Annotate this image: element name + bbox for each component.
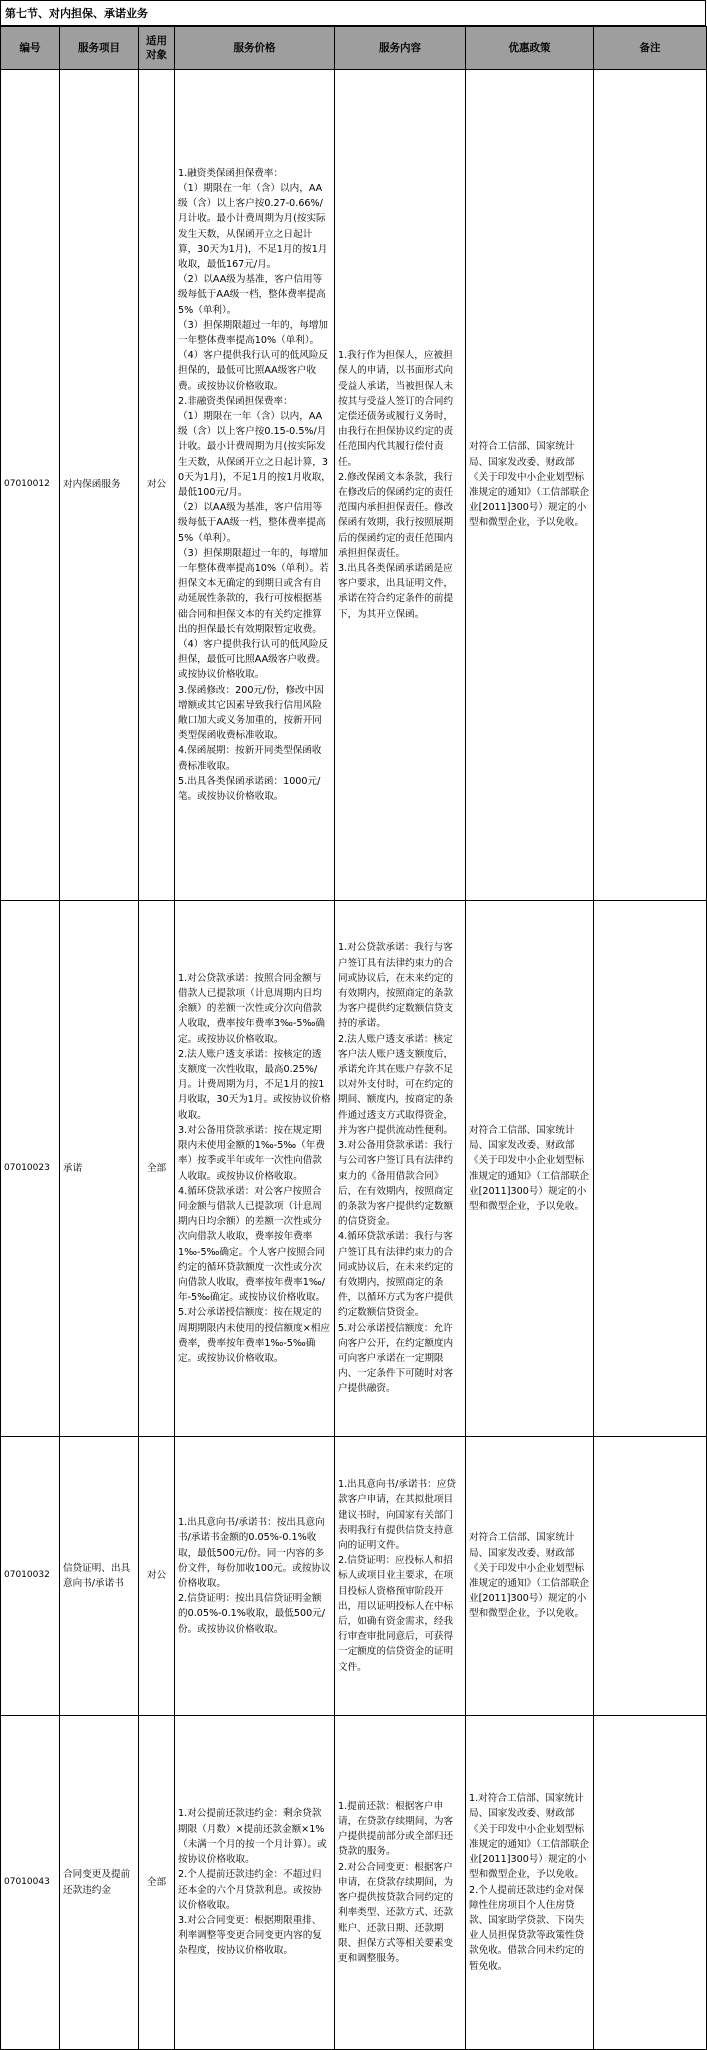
header-policy: 优惠政策 bbox=[466, 27, 594, 70]
cell-target: 对公 bbox=[139, 1437, 175, 1716]
cell-price: 1.对公贷款承诺：按照合同金额与借款人已提款项（计息周期内日均余额）的差额一次性或分次向借款人收取，费率按年费率3‰-5‰确定。或按协议价格收取。 2.法人账户透支承诺：按核定的透支额度一次性收取，最高0.25%/月。计费周期为月，不足1月的按1月收取，30天为1月。或按协议价格收取。 3.对公备用贷款承诺：按在规定期限内未使用金额的1‰-5‰（年费率）按季或半年或年一次性向借款人收取。或按协议价格收取。 4.循环贷款承诺：对公客户按照合同金额与借款人已提款项（计息周期内日均余额）的差额一次性或分次向借款人收取，费率按年费率1‰-5‰确定。个人客户按照合同约定的循环贷款额度一次性或分次向借款人收取，费率按年费率1‰/年-5‰确定。或按协议价格收取。 5.对公承诺授信额度：按在规定的周期期限内未使用的授信额度×相应费率，费率按年费率1‰-5‰确定。或按协议价格收取。 bbox=[175, 901, 335, 1437]
table-row bbox=[1, 1716, 707, 2050]
cell-price: 1.融资类保函担保费率： （1）期限在一年（含）以内，AA级（含）以上客户按0.27-0.66%/月计收。最小计费周期为月(按实际发生天数，从保函开立之日起计算，30天为1月)，不足1月的按1月收取，最低167元/月。 （2）以AA级为基准，客户信用等级每低于AA级一档，整体费率提高5%（单利）。 （3）担保期限超过一年的，每增加一年整体费率提高10%（单利）。（4）客户提供我行认可的低风险反担保的，最低可比照AA级客户收费。或按协议价格收取。 2.非融资类保函担保费率： （1）期限在一年（含）以内，AA级（含）以上客户按0.15-0.5%/月计收。最小计费周期为月(按实际发生天数，从保函开立之日起计算，30天为1月)，不足1月的按1月收取，最低100元/月。 （2）以AA级为基准，客户信用等级每低于AA级一档，整体费率提高5%（单利）。 （3）担保期限超过一年的，每增加一年整体费率提高10%（单利）。若担保文本无确定的到期日或含有自动延展性条款的，我行可按根据基础合同和担保文本的有关约定推算出的担保最长有效期限暂定收费。（4）客户提供我行认可的低风险反担保，最低可比照AA级客户收费。 或按协议价格收取。 3.保函修改：200元/份，修改中因增额或其它因素导致我行信用风险敞口加大或义务加重的，按新开同类型保函收费标准收取。 4.保函展期：按新开同类型保函收费标准收取。 5.出具各类保函承诺函：1000元/笔。或按协议价格收取。 bbox=[175, 70, 335, 901]
table-row bbox=[1, 901, 707, 1437]
cell-policy: 对符合工信部、国家统计局、国家发改委、财政部《关于印发中小企业划型标准规定的通知》（工信部联企业[2011]300号）规定的小型和微型企业，予以免收。 bbox=[466, 1437, 594, 1716]
cell-item: 合同变更及提前还款违约金 bbox=[60, 1716, 139, 2050]
header-content: 服务内容 bbox=[335, 27, 466, 70]
header-target: 适用对象 bbox=[139, 27, 175, 70]
cell-price: 1.出具意向书/承诺书：按出具意向书/承诺书金额的0.05%-0.1%收取，最低500元/份。同一内容的多份文件，每份加收100元。或按协议价格收取。 2.信贷证明：按出具信贷证明金额的0.05%-0.1%收取，最低500元/份。或按协议价格收取。 bbox=[175, 1437, 335, 1716]
cell-note bbox=[594, 70, 707, 901]
cell-code: 07010032 bbox=[1, 1437, 60, 1716]
table-row bbox=[1, 70, 707, 901]
cell-target: 全部 bbox=[139, 1716, 175, 2050]
cell-target: 全部 bbox=[139, 901, 175, 1437]
cell-note bbox=[594, 1437, 707, 1716]
section-title: 第七节、对内担保、承诺业务 bbox=[0, 0, 706, 26]
cell-note bbox=[594, 1716, 707, 2050]
cell-price: 1.对公提前还款违约金：剩余贷款期限（月数）×提前还款金额×1%（未满一个月的按一个月计算）。或按协议价格收取。 2.个人提前还款违约金：不超过归还本金的六个月贷款利息。或按协议价格收取。 3.对公合同变更：根据期限重排、利率调整等变更合同变更内容的复杂程度，按协议价格收取。 bbox=[175, 1716, 335, 2050]
header-price: 服务价格 bbox=[175, 27, 335, 70]
cell-item: 承诺 bbox=[60, 901, 139, 1437]
table-row bbox=[1, 1437, 707, 1716]
cell-policy: 对符合工信部、国家统计局、国家发改委、财政部《关于印发中小企业划型标准规定的通知》（工信部联企业[2011]300号）规定的小型和微型企业，予以免收。 bbox=[466, 901, 594, 1437]
cell-item: 对内保函服务 bbox=[60, 70, 139, 901]
header-note: 备注 bbox=[594, 27, 707, 70]
cell-item: 信贷证明、出具意向书/承诺书 bbox=[60, 1437, 139, 1716]
cell-target: 对公 bbox=[139, 70, 175, 901]
table-header-row bbox=[1, 27, 707, 70]
cell-code: 07010012 bbox=[1, 70, 60, 901]
cell-policy: 对符合工信部、国家统计局、国家发改委、财政部《关于印发中小企业划型标准规定的通知》（工信部联企业[2011]300号）规定的小型和微型企业，予以免收。 bbox=[466, 70, 594, 901]
cell-policy: 1.对符合工信部、国家统计局、国家发改委、财政部《关于印发中小企业划型标准规定的通知》（工信部联企业[2011]300号）规定的小型和微型企业，予以免收。 2.个人提前还款违约金对保障性住房项目个人住房贷款、国家助学贷款、下岗失业人员担保贷款等政策性贷款免收。借款合同未约定的暂免收。 bbox=[466, 1716, 594, 2050]
cell-code: 07010043 bbox=[1, 1716, 60, 2050]
cell-note bbox=[594, 901, 707, 1437]
cell-content: 1.提前还款：根据客户申请，在贷款存续期间，为客户提供提前部分或全部归还贷款的服务。 2.对公合同变更：根据客户申请，在贷款存续期间，为客户提供按贷款合同约定的利率类型、还款方式、还款账户、还款日期、还款期限、担保方式等相关要素变更和调整服务。 bbox=[335, 1716, 466, 2050]
cell-content: 1.对公贷款承诺：我行与客户签订具有法律约束力的合同或协议后，在未来约定的有效期内，按照商定的条款为客户提供约定数额信贷支持的承诺。 2.法人账户透支承诺：核定客户法人账户透支额度后，承诺允许其在账户存款不足以对外支付时，可在约定的期间、额度内，按商定的条件通过透支方式取得资金，并为客户提供流动性便利。 3.对公备用贷款承诺：我行与公司客户签订具有法律约束力的《备用借款合同》后，在有效期内，按照商定的条款为客户提供约定数额的信贷资金。 4.循环贷款承诺：我行与客户签订具有法律约束力的合同或协议后，在未来约定的有效期内，按照商定的条件，以循环方式为客户提供约定数额信贷资金。 5.对公承诺授信额度：允许向客户公开，在约定额度内可向客户承诺在一定期限内、一定条件下可随时对客户提供融资。 bbox=[335, 901, 466, 1437]
header-code: 编号 bbox=[1, 27, 60, 70]
cell-code: 07010023 bbox=[1, 901, 60, 1437]
fee-table bbox=[0, 26, 707, 2050]
cell-content: 1.出具意向书/承诺书：应贷款客户申请，在其拟批项目建议书时，向国家有关部门表明我行有提供信贷支持意向的证明文件。 2.信贷证明：应投标人和招标人或项目业主要求，在项目投标人资格预审阶段开出，用以证明投标人在中标后，如确有资金需求，经我行审查审批同意后，可获得一定额度的信贷资金的证明文件。 bbox=[335, 1437, 466, 1716]
header-item: 服务项目 bbox=[60, 27, 139, 70]
cell-content: 1.我行作为担保人，应被担保人的申请，以书面形式向受益人承诺，当被担保人未按其与受益人签订的合同约定偿还债务或履行义务时，由我行在担保协议约定的责任范围内代其履行偿付责任。 2.修改保函文本条款，我行在修改后的保函约定的责任范围内承担担保责任。修改保函有效期，我行按照展期后的保函约定的责任范围内承担担保责任。 3.出具各类保函承诺函是应客户要求，出具证明文件，承诺在符合约定条件的前提下，为其开立保函。 bbox=[335, 70, 466, 901]
